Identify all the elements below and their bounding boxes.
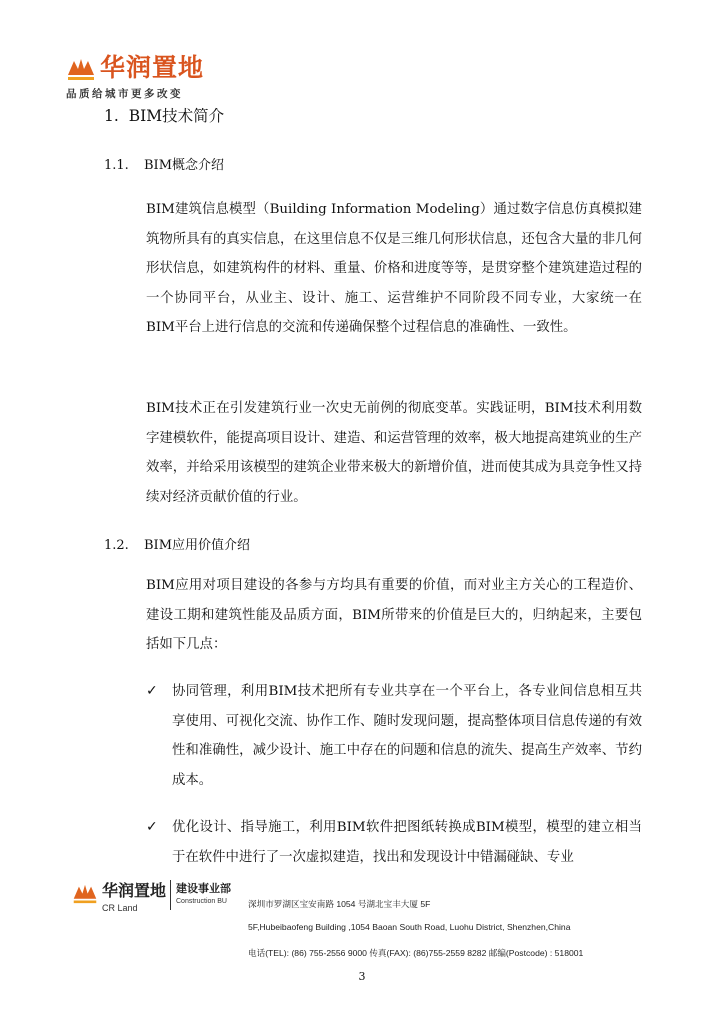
cr-land-logo-icon [66,51,96,81]
checkmark-icon: ✓ [146,683,158,699]
footer-unit [176,880,231,905]
footer-unit-cn: 建设事业部 [176,882,231,895]
footer-brand-cn: 华润置地 [102,881,167,900]
cr-land-logo-icon [72,878,98,904]
list-item [146,813,642,872]
paragraph: BIM应用对项目建设的各参与方均具有重要的价值，而对业主方关心的工程造价、建设工期和建筑性能及品质方面，BIM所带来的价值是巨大的，归纳起来，主要包括如下几点： [146,578,642,652]
footer-address-en: 5F,Hubeibaofeng Building ,1054 Baoan South Road, Luohu District, Shenzhen,China [248,922,571,932]
section-title: BIM技术简介 [128,107,225,125]
subsection-title: BIM应用价值介绍 [144,538,250,553]
page-footer [72,876,652,966]
section-number: 1. [104,107,119,125]
list-item-text: 优化设计、指导施工，利用BIM软件把图纸转换成BIM模型，模型的建立相当于在软件中进行了一次虚拟建造，找出和发现设计中错漏碰缺、专业 [172,820,642,865]
list-item [146,677,642,795]
subsection-heading [104,534,250,553]
paragraph: BIM技术正在引发建筑行业一次史无前例的彻底变革。实践证明，BIM技术利用数字建模软件，能提高项目设计、建造、和运营管理的效率，极大地提高建筑业的生产效率，并给采用该模型的建筑企业带来极大的新增价值，进而使其成为具竞争性又持续对经济贡献价值的行业。 [146,401,642,505]
list-item-text: 协同管理，利用BIM技术把所有专业共享在一个平台上，各专业间信息相互共享使用、可视化交流、协作工作、随时发现问题，提高整体项目信息传递的有效性和准确性，减少设计、施工中存在的问题和信息的流失、提高生产效率、节约成本。 [172,684,642,788]
paragraph: BIM建筑信息模型（Building Information Modeling）通过数字信息仿真模拟建筑物所具有的真实信息，在这里信息不仅是三维几何形状信息，还包含大量的非几何形状信息，如建筑构件的材料、重量、价格和进度等等，是贯穿整个建筑建造过程的一个协同平台，从业主、设计、施工、运营维护不同阶段不同专业，大家统一在BIM平台上进行信息的交流和传递确保整个过程信息的准确性、一致性。 [146,202,642,335]
subsection-title: BIM概念介绍 [144,158,224,173]
subsection-number: 1.1. [104,158,129,173]
header-slogan: 品质给城市更多改变 [66,88,183,100]
section-heading [104,104,224,126]
header-logo [66,48,204,101]
header-brand: 华润置地 [100,53,205,82]
subsection-heading [104,154,224,173]
footer-address-cn: 深圳市罗湖区宝安南路 1054 号湖北宝丰大厦 5F [248,899,431,909]
subsection-number: 1.2. [104,538,129,553]
footer-logo [72,878,166,913]
footer-divider [170,880,171,910]
checkmark-icon: ✓ [146,819,158,835]
footer-contact: 电话(TEL): (86) 755-2556 9000 传真(FAX): (86)755-2559 8282 邮编(Postcode) : 518001 [248,948,584,958]
footer-unit-en: Construction BU [176,898,227,905]
page-number: 3 [358,970,366,983]
footer-brand-en: CR Land [102,903,138,913]
